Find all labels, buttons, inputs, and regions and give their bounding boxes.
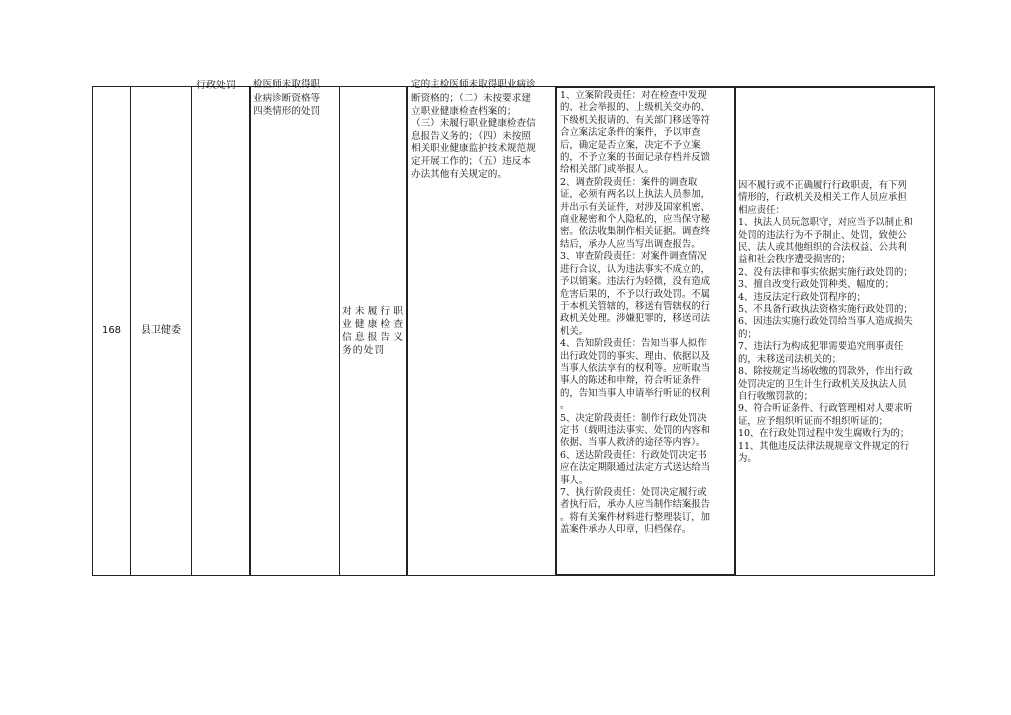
- grid-line: [406, 86, 408, 576]
- grid-line: [734, 86, 736, 576]
- grid-line: [736, 87, 934, 88]
- row-number: 168: [101, 324, 122, 336]
- legal-basis: 断资格的；（二）未按要求建 立职业健康检查档案的； （三）未履行职业健康检查信 息报告义务的；（四）未按照 相关职业健康监护技术规范规 定开展工作的；（五）违反本 办法其他有关规定的。: [411, 93, 536, 180]
- grid-line: [249, 86, 251, 576]
- responsibility-text: 1、立案阶段责任：对在检查中发现 的、社会举报的、上级机关交办的、 下级机关报请的、有关部门移送等符 合立案法定条件的案件，予以审查 后，确定是否立案，决定不予立案 的，不予立案的书面记录存档并反馈 给相关部门或举报人。 2、调查阶段责任：案件的调查取 证，必须有两名以上执法人员参加， 并出示有关证件，对涉及国家机密、 商业秘密和个人隐私的，应当保守秘 密。依法收集制作相关证据。调查终 结后，承办人应当写出调查报告。 3、审查阶段责任：对案件调查情况 进行合议，认为违法事实不成立的， 予以销案。违法行为轻微，没有造成 危害后果的，不予以行政处罚。不属 于本机关管辖的，移送有管辖权的行 政机关处理。涉嫌犯罪的，移送司法 机关。 4、告知阶段责任：告知当事人拟作 出行政处罚的事实、理由、依据以及 当事人依法享有的权利等。应听取当 事人的陈述和申辩，符合听证条件 的，告知当事人申请举行听证的权利 。 5、决定阶段责任：制作行政处罚决 定书（载明违法事实、处罚的内容和 依据、当事人救济的途径等内容）。 6、送达阶段责任：行政处罚决定书 应在法定期限通过法定方式送达给当 事人。 7、执行阶段责任：处罚决定履行或 者执行后，承办人应当制作结案报告 。将有关案件材料进行整理装订，加 盖案件承办人印章，归档保存。: [560, 90, 711, 536]
- grid-line: [557, 87, 734, 88]
- accountability-text: 因不履行或不正确履行行政职责，有下列 情形的，行政机关及相关工作人员应承担 相应责任： 1、执法人员玩忽职守，对应当予以制止和 处罚的违法行为不予制止、处罚，致使公 民、法人或其他组织的合法权益、公共利 益和社会秩序遭受损害的； 2、没有法律和事实依据实施行政处罚的； 3、擅自改变行政处罚种类、幅度的； 4、违反法定行政处罚程序的； 5、不具备行政执法资格实施行政处罚的； 6、因违法实施行政处罚给当事人造成损失 的； 7、违法行为构成犯罪需要追究刑事责任 的，未移送司法机关的； 8、除按规定当场收缴的罚款外，作出行政 处罚决定的卫生计生行政机关及执法人员 自行收缴罚款的； 9、符合听证条件、行政管理相对人要求听 证，应予组织听证而不组织听证的； 10、在行政处罚过程中发生腐败行为的； 11、其他违反法律法规规章文件规定的行 为。: [738, 180, 913, 464]
- grid-line: [557, 574, 734, 575]
- department: 县卫健委: [141, 324, 181, 336]
- grid-line: [339, 86, 340, 576]
- item-fragment: 检医师未取得职: [253, 79, 321, 90]
- item-name: 业病诊断资格等 四类情形的处罚: [253, 93, 321, 117]
- subitem-name: 对未履行职业健康检查信息报告义务的处罚: [342, 306, 404, 356]
- grid-line: [555, 86, 557, 576]
- grid-line: [92, 575, 935, 576]
- basis-fragment: 定的主检医师未取得职业病诊: [411, 79, 536, 90]
- category-fragment: 行政处罚: [196, 80, 236, 91]
- grid-line: [191, 86, 192, 576]
- grid-line: [934, 86, 935, 576]
